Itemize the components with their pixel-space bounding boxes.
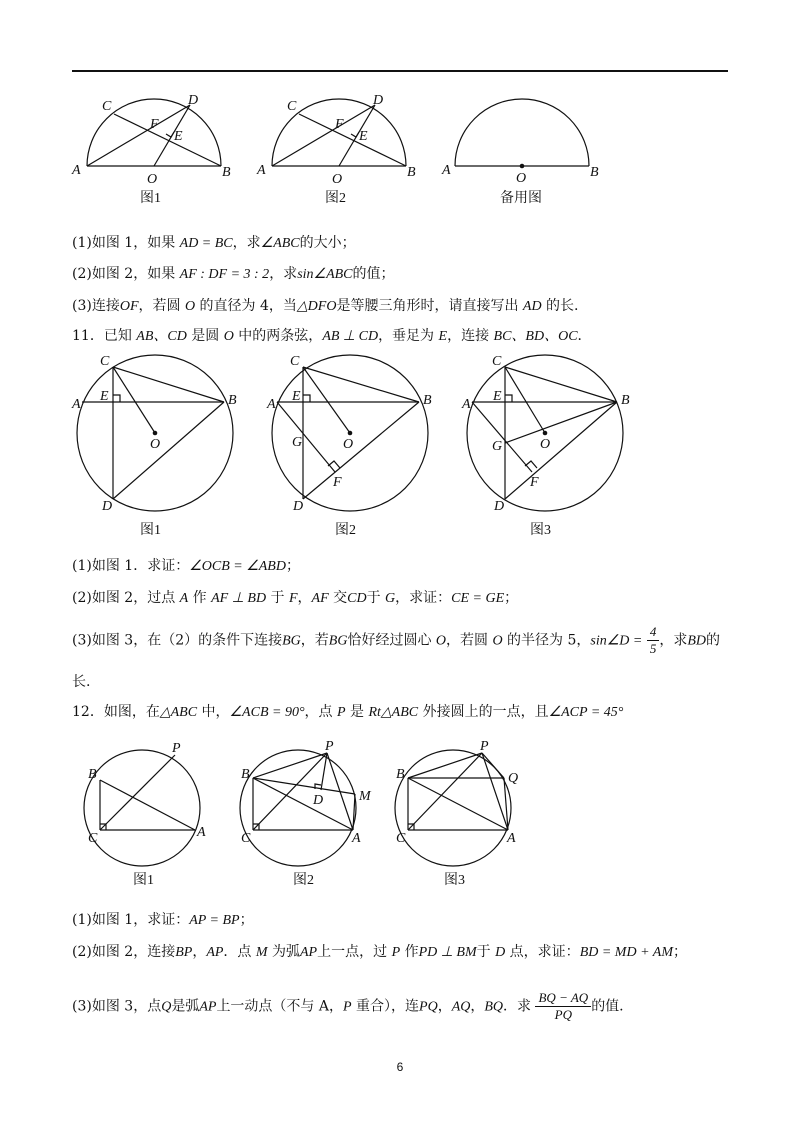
- q10-fig1-label-d: D: [188, 93, 199, 108]
- q10-fig1-label-f: F: [150, 117, 159, 132]
- q11-part1: (1)如图 1．求证：∠OCB = ∠ABD；: [72, 558, 300, 574]
- q12-part1: (1)如图 1，求证：AP = BP；: [72, 912, 254, 928]
- q11-fig1-label-a: A: [72, 397, 81, 412]
- q12-fig1-label-p: P: [172, 741, 181, 756]
- q12-fig1-caption: 图1: [133, 873, 154, 888]
- q11-fig3-label-f: F: [530, 475, 539, 490]
- q11-fig1-label-o: O: [150, 437, 161, 452]
- q12-fig3-label-b: B: [396, 767, 405, 782]
- q12-fig2-label-c: C: [241, 831, 251, 846]
- q11-part3: (3)如图 3，在（2）的条件下连接BG，若BG恰好经过圆心 O，若圆 O 的半径为 5，sin∠D = $\frac{4}{5}$ ，求BD的: [72, 624, 720, 656]
- q10-fig2-label-o: O: [332, 172, 343, 187]
- q10-fig2-caption: 图2: [325, 191, 346, 206]
- q12-fig1-label-a: A: [197, 825, 206, 840]
- q12-stem: 12．如图，在△ABC 中，∠ACB = 90°，点 P 是 Rt△ABC 外接圆上的一点，且∠ACP = 45°: [72, 704, 624, 720]
- q11-fig2-label-g: G: [292, 435, 303, 450]
- q10-fig1-label-a: A: [72, 163, 81, 178]
- q11-fig1-label-c: C: [100, 354, 110, 369]
- q10-part1: (1)如图 1，如果 AD = BC，求∠ABC的大小；: [72, 235, 356, 251]
- q10-fig2-label-a: A: [257, 163, 266, 178]
- q10-fig3-caption: 备用图: [500, 191, 542, 206]
- q12-fig3-label-q: Q: [508, 771, 519, 786]
- q12-fig2-label-a: A: [352, 831, 361, 846]
- q11-fig3-label-a: A: [462, 397, 471, 412]
- q11-fig2-label-a: A: [267, 397, 276, 412]
- q11-fig2-label-d: D: [293, 499, 304, 514]
- q11-fig3-label-c: C: [492, 354, 502, 369]
- q10-fig3-label-o: O: [516, 171, 527, 186]
- q12-fig3-label-p: P: [480, 739, 489, 754]
- q10-fig2-label-c: C: [287, 99, 297, 114]
- q11-fig3-label-g: G: [492, 439, 503, 454]
- q12-figure-2: [235, 738, 380, 888]
- q11-fig1-caption: 图1: [140, 523, 161, 538]
- q11-part3-cont: 长.: [72, 674, 91, 690]
- q11-fig2-label-f: F: [333, 475, 342, 490]
- q11-fig2-label-b: B: [423, 393, 432, 408]
- q12-fig3-label-a: A: [507, 831, 516, 846]
- q11-figure-3: [460, 348, 645, 543]
- q10-figure-spare: [440, 88, 610, 213]
- q10-fig1-label-e: E: [174, 129, 183, 144]
- q10-fig1-label-c: C: [102, 99, 112, 114]
- q10-fig2-label-d: D: [373, 93, 384, 108]
- q10-figure-2: [255, 88, 425, 213]
- q10-fig3-label-b: B: [590, 165, 599, 180]
- q12-fig2-label-b: B: [241, 767, 250, 782]
- q11-fig2-caption: 图2: [335, 523, 356, 538]
- q10-fig1-label-b: B: [222, 165, 231, 180]
- q11-fig3-label-d: D: [494, 499, 505, 514]
- q12-fig1-label-c: C: [88, 831, 98, 846]
- q11-part2: (2)如图 2，过点 A 作 AF ⊥ BD 于 F，AF 交CD于 G，求证：CE = GE；: [72, 590, 519, 606]
- q10-figure-1: [70, 88, 240, 213]
- q12-fig2-label-d: D: [313, 793, 324, 808]
- q12-fig1-label-b: B: [88, 767, 97, 782]
- q12-part3: (3)如图 3，点Q是弧AP上一动点（不与 A，P 重合），连PQ，AQ，BQ．求 $\frac{BQ - AQ}{PQ}$ 的值.: [72, 990, 624, 1022]
- q10-fig2-label-b: B: [407, 165, 416, 180]
- q11-fig1-label-d: D: [102, 499, 113, 514]
- q12-fig2-label-m: M: [359, 789, 371, 804]
- q10-fig2-label-f: F: [335, 117, 344, 132]
- q11-fig2-label-e: E: [292, 389, 301, 404]
- q11-fig2-label-c: C: [290, 354, 300, 369]
- q12-fig3-caption: 图3: [444, 873, 465, 888]
- q10-part3: (3)连接OF，若圆 O 的直径为 4，当△DFO是等腰三角形时，请直接写出 AD 的长.: [72, 298, 579, 314]
- q12-figure-1: [80, 738, 220, 888]
- q12-fig2-caption: 图2: [293, 873, 314, 888]
- q11-fig2-label-o: O: [343, 437, 354, 452]
- q10-fig3-label-a: A: [442, 163, 451, 178]
- q11-fig3-label-e: E: [493, 389, 502, 404]
- header-rule: [72, 70, 728, 72]
- q12-part2: (2)如图 2，连接BP，AP．点 M 为弧AP上一点，过 P 作PD ⊥ BM于 D 点，求证：BD = MD + AM；: [72, 944, 687, 960]
- q11-fig3-caption: 图3: [530, 523, 551, 538]
- q10-fig2-label-e: E: [359, 129, 368, 144]
- q12-fig3-label-c: C: [396, 831, 406, 846]
- q11-figure-1: [70, 348, 255, 543]
- q10-fig1-label-o: O: [147, 172, 158, 187]
- q11-fig1-label-e: E: [100, 389, 109, 404]
- page-number: 6: [396, 1060, 404, 1074]
- q12-fig2-label-p: P: [325, 739, 334, 754]
- q11-fig3-label-b: B: [621, 393, 630, 408]
- q11-figure-2: [265, 348, 450, 543]
- q11-sin-fraction: $\frac{4}{5}$: [647, 624, 660, 657]
- q11-fig3-label-o: O: [540, 437, 551, 452]
- q11-fig1-label-b: B: [228, 393, 237, 408]
- q11-stem: 11．已知 AB、CD 是圆 O 中的两条弦，AB ⊥ CD，垂足为 E，连接 BC、BD、OC．: [72, 328, 592, 344]
- q10-part2: (2)如图 2，如果 AF : DF = 3 : 2，求sin∠ABC的值；: [72, 266, 395, 282]
- q12-ratio-fraction: $\frac{BQ - AQ}{PQ}$: [535, 990, 591, 1023]
- q12-figure-3: [390, 738, 535, 888]
- q10-fig1-caption: 图1: [140, 191, 161, 206]
